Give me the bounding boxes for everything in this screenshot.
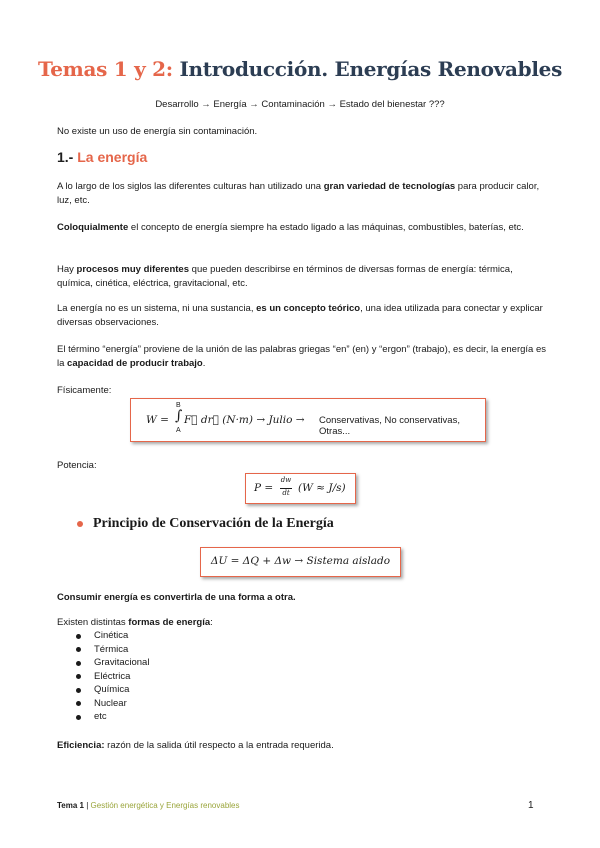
list-item: Gravitacional: [75, 656, 149, 670]
integral-lower-limit: A: [176, 427, 181, 434]
title-subject: Introducción. Energías Renovables: [179, 57, 563, 81]
integral-sign: ∫: [175, 408, 183, 424]
integral-upper-limit: B: [176, 402, 181, 409]
formula-power-box: [245, 473, 356, 504]
page-number: 1: [528, 800, 534, 811]
formula-work-lhs: W =: [146, 414, 169, 426]
bullet-icon: [76, 715, 81, 720]
list-item: Nuclear: [75, 697, 149, 711]
subtitle-chain: Desarrollo → Energía → Contaminación → Estado del bienestar ???: [155, 99, 445, 110]
bullet-icon: [76, 647, 81, 652]
list-item: Eléctrica: [75, 670, 149, 684]
efficiency-definition: Eficiencia: razón de la salida útil respecto a la entrada requerida.: [57, 740, 334, 751]
forms-intro: Existen distintas formas de energía:: [57, 617, 213, 628]
title-topic: Temas 1 y 2:: [37, 57, 173, 81]
formula-work-body: F⃗ dr⃗ (N·m) → Julio →: [184, 414, 305, 426]
paragraph-colloquial: Coloquialmente el concepto de energía siempre ha estado ligado a las máquinas, combustibles, baterías, etc.: [57, 222, 524, 233]
page-title: [0, 57, 600, 81]
footer-label: Tema 1: [57, 801, 84, 810]
bullet-icon: [76, 701, 81, 706]
section-heading-energy: [57, 149, 147, 165]
paragraph-etymology: El término “energía” proviene de la unión de las palabras griegas “en” (en) y “ergon” (trabajo), es decir, la energía es la capacidad de producir trabajo.: [57, 344, 546, 369]
label-potencia: Potencia:: [57, 460, 97, 471]
formula-work-box: [130, 398, 486, 442]
principle-heading: Principio de Conservación de la Energía: [93, 516, 334, 531]
formula-power-lhs: P =: [254, 482, 274, 494]
list-item: Química: [75, 683, 149, 697]
paragraph-processes: Hay procesos muy diferentes que pueden describirse en términos de diversas formas de energía: térmica, química, cinética, eléctrica, gravitacional, etc.: [57, 264, 513, 289]
bullet-icon: [76, 634, 81, 639]
bullet-dot-icon: [77, 521, 83, 527]
fraction-numerator: dw: [280, 476, 292, 484]
bullet-icon: [76, 661, 81, 666]
intro-text: No existe un uso de energía sin contaminación.: [57, 126, 258, 137]
bullet-icon: [76, 688, 81, 693]
page-footer: Tema 1 | Gestión energética y Energías renovables: [57, 801, 240, 810]
energy-forms-list: [75, 629, 149, 724]
formula-conservation: ΔU = ΔQ + Δw → Sistema aislado: [210, 555, 391, 567]
formula-work-tail: Conservativas, No conservativas, Otras...: [319, 415, 460, 437]
list-item: etc: [75, 710, 149, 724]
formula-power-rhs: (W ≈ J/s): [298, 482, 346, 494]
fraction-denominator: dt: [282, 489, 290, 497]
paragraph-theoretical-concept: La energía no es un sistema, ni una sustancia, es un concepto teórico, una idea utilizada para conectar y explicar diversas observaciones.: [57, 303, 543, 328]
label-fisicamente: Físicamente:: [57, 385, 112, 396]
list-item: Térmica: [75, 643, 149, 657]
formula-conservation-box: [200, 547, 401, 577]
statement-consumir: Consumir energía es convertirla de una forma a otra.: [57, 592, 296, 603]
footer-course: Gestión energética y Energías renovables: [90, 801, 240, 810]
list-item: Cinética: [75, 629, 149, 643]
section-title: La energía: [77, 149, 148, 165]
paragraph-technologies: A lo largo de los siglos las diferentes culturas han utilizado una gran variedad de tecnologías para producir calor, luz, etc.: [57, 181, 540, 206]
section-number: 1.-: [57, 149, 74, 165]
bullet-icon: [76, 674, 81, 679]
